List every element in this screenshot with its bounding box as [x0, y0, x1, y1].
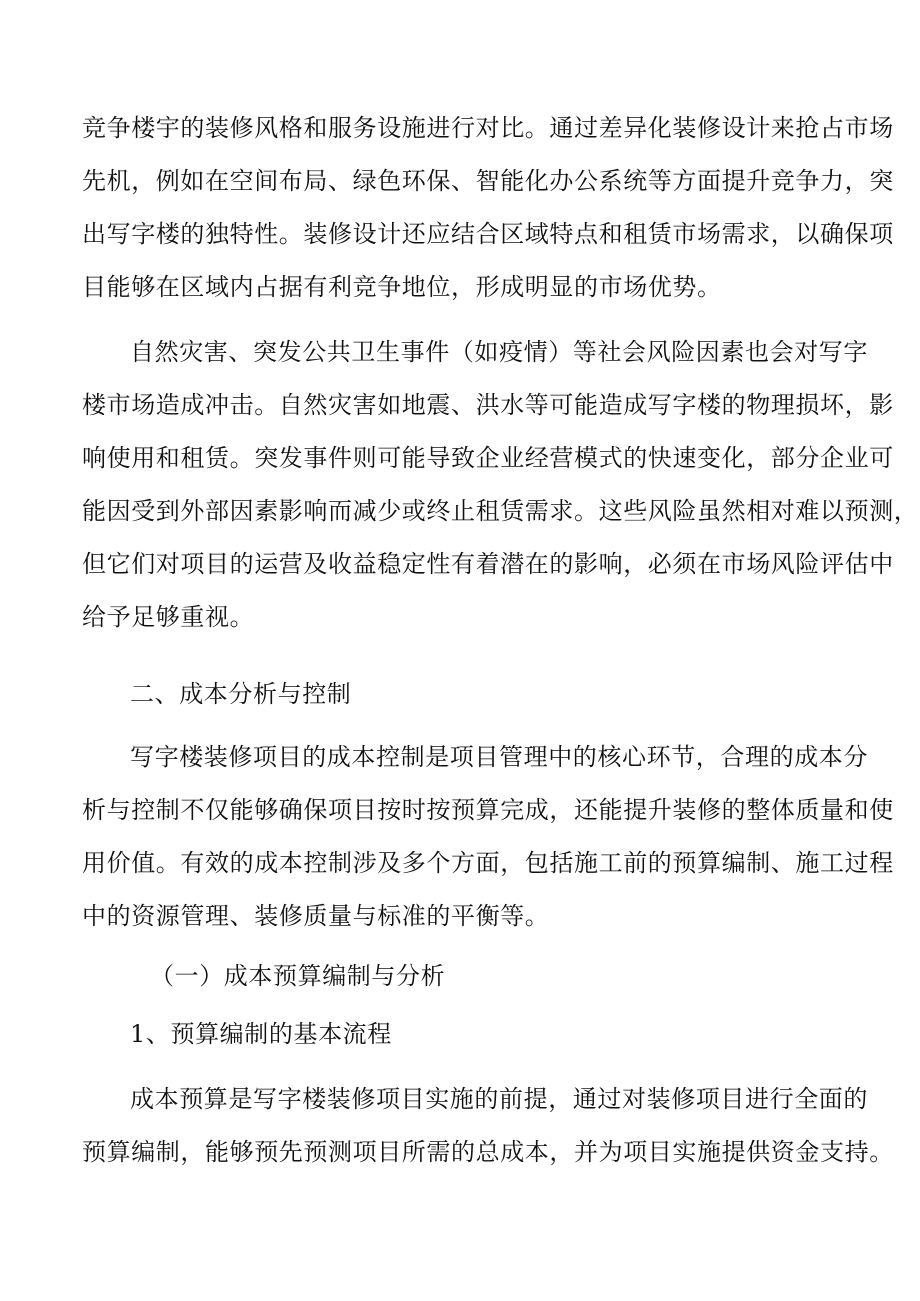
paragraph-1-line-2: 先机，例如在空间布局、绿色环保、智能化办公系统等方面提升竞争力，突	[82, 167, 894, 195]
paragraph-2-line-3: 响使用和租赁。突发事件则可能导致企业经营模式的快速变化，部分企业可	[82, 444, 894, 472]
paragraph-2-line-5: 但它们对项目的运营及收益稳定性有着潜在的影响，必须在市场风险评估中	[82, 550, 894, 578]
paragraph-1-line-1: 竞争楼宇的装修风格和服务设施进行对比。通过差异化装修设计来抢占市场	[82, 114, 894, 142]
paragraph-3-line-2: 析与控制不仅能够确保项目按时按预算完成，还能提升装修的整体质量和使	[82, 796, 894, 824]
paragraph-2-line-1: 自然灾害、突发公共卫生事件（如疫情）等社会风险因素也会对写字	[130, 338, 868, 366]
paragraph-3-line-1: 写字楼装修项目的成本控制是项目管理中的核心环节，合理的成本分	[130, 743, 868, 771]
paragraph-4-line-2: 预算编制，能够预先预测项目所需的总成本，并为项目实施提供资金支持。	[82, 1138, 894, 1166]
section-heading: 二、成本分析与控制	[130, 680, 352, 708]
paragraph-4-line-1: 成本预算是写字楼装修项目实施的前提，通过对装修项目进行全面的	[130, 1085, 868, 1113]
sub-subsection-heading: 1、预算编制的基本流程	[130, 1020, 392, 1048]
paragraph-3-line-4: 中的资源管理、装修质量与标准的平衡等。	[82, 902, 550, 930]
paragraph-2-line-6: 给予足够重视。	[82, 603, 255, 631]
subsection-heading: （一）成本预算编制与分析	[150, 962, 446, 990]
paragraph-1-line-4: 目能够在区域内占据有利竞争地位，形成明显的市场优势。	[82, 273, 722, 301]
paragraph-2-line-2: 楼市场造成冲击。自然灾害如地震、洪水等可能造成写字楼的物理损坏，影	[82, 391, 894, 419]
paragraph-2-line-4: 能因受到外部因素影响而减少或终止租赁需求。这些风险虽然相对难以预测，	[82, 497, 919, 525]
paragraph-3-line-3: 用价值。有效的成本控制涉及多个方面，包括施工前的预算编制、施工过程	[82, 849, 894, 877]
paragraph-1-line-3: 出写字楼的独特性。装修设计还应结合区域特点和租赁市场需求，以确保项	[82, 220, 894, 248]
